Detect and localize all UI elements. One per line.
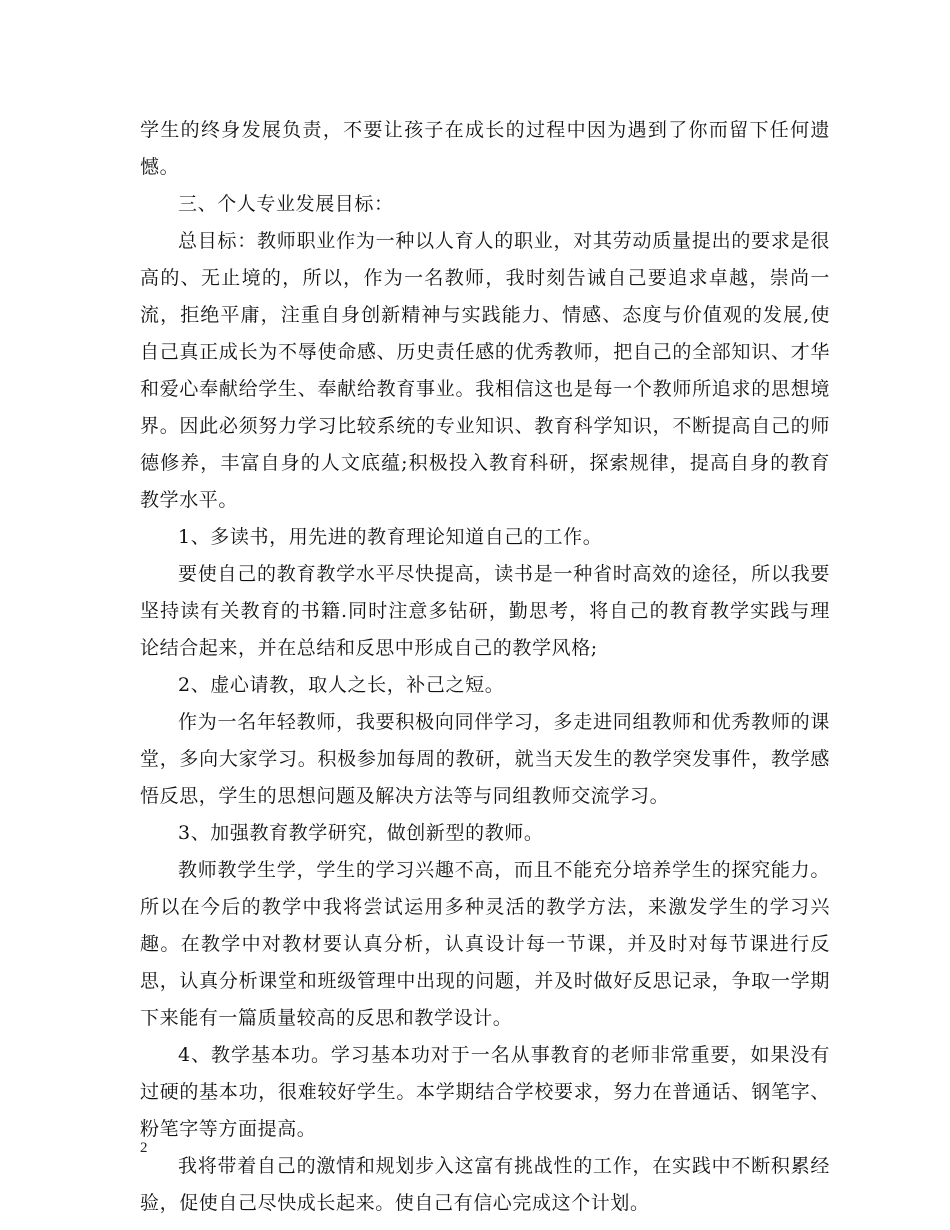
paragraph-basic-skills: 4、教学基本功。学习基本功对于一名从事教育的老师非常重要，如果没有过硬的基本功，很难较好学生。本学期结合学校要求，努力在普通话、钢笔字、粉笔字等方面提高。 [140,1044,830,1140]
paragraph-learning: 作为一名年轻教师，我要积极向同伴学习，多走进同组教师和优秀教师的课堂，多向大家学习。积极参加每周的教研，就当天发生的教学突发事件，教学感悟反思，学生的思想问题及解决方法等与同组教师交流学习。 [140,711,830,807]
paragraph-reading: 要使自己的教育教学水平尽快提高，读书是一种省时高效的途径，所以我要坚持读有关教育的书籍.同时注意多钻研，勤思考，将自己的教育教学实践与理论结合起来，并在总结和反思中形成自己的教学风格; [140,563,830,659]
section-heading: 三、个人专业发展目标： [178,193,394,215]
list-item-heading-3: 3、加强教育教学研究，做创新型的教师。 [178,822,544,844]
document-body [140,112,830,1222]
page-number: 2 [140,1140,148,1156]
list-item-heading-1: 1、多读书，用先进的教育理论知道自己的工作。 [178,526,603,548]
paragraph-conclusion: 我将带着自己的激情和规划步入这富有挑战性的工作，在实践中不断积累经验，促使自己尽快成长起来。使自己有信心完成这个计划。 [140,1155,830,1214]
paragraph-research: 教师教学生学，学生的学习兴趣不高，而且不能充分培养学生的探究能力。所以在今后的教学中我将尝试运用多种灵活的教学方法，来激发学生的学习兴趣。在教学中对教材要认真分析，认真设计每一节课，并及时对每节课进行反思，认真分析课堂和班级管理中出现的问题，并及时做好反思记录，争取一学期下来能有一篇质量较高的反思和教学设计。 [140,859,830,1029]
paragraph-1: 学生的终身发展负责，不要让孩子在成长的过程中因为遇到了你而留下任何遗憾。 [140,119,830,178]
paragraph-overall-goal: 总目标：教师职业作为一种以人育人的职业，对其劳动质量提出的要求是很高的、无止境的，所以，作为一名教师，我时刻告诫自己要追求卓越，崇尚一流，拒绝平庸，注重自身创新精神与实践能力、情感、态度与价值观的发展,使自己真正成长为不辱使命感、历史责任感的优秀教师，把自己的全部知识、才华和爱心奉献给学生、奉献给教育事业。我相信这也是每一个教师所追求的思想境界。因此必须努力学习比较系统的专业知识、教育科学知识，不断提高自己的师德修养，丰富自身的人文底蕴;积极投入教育科研，探索规律，提高自身的教育教学水平。 [140,230,830,511]
list-item-heading-2: 2、虚心请教，取人之长，补己之短。 [178,674,505,696]
